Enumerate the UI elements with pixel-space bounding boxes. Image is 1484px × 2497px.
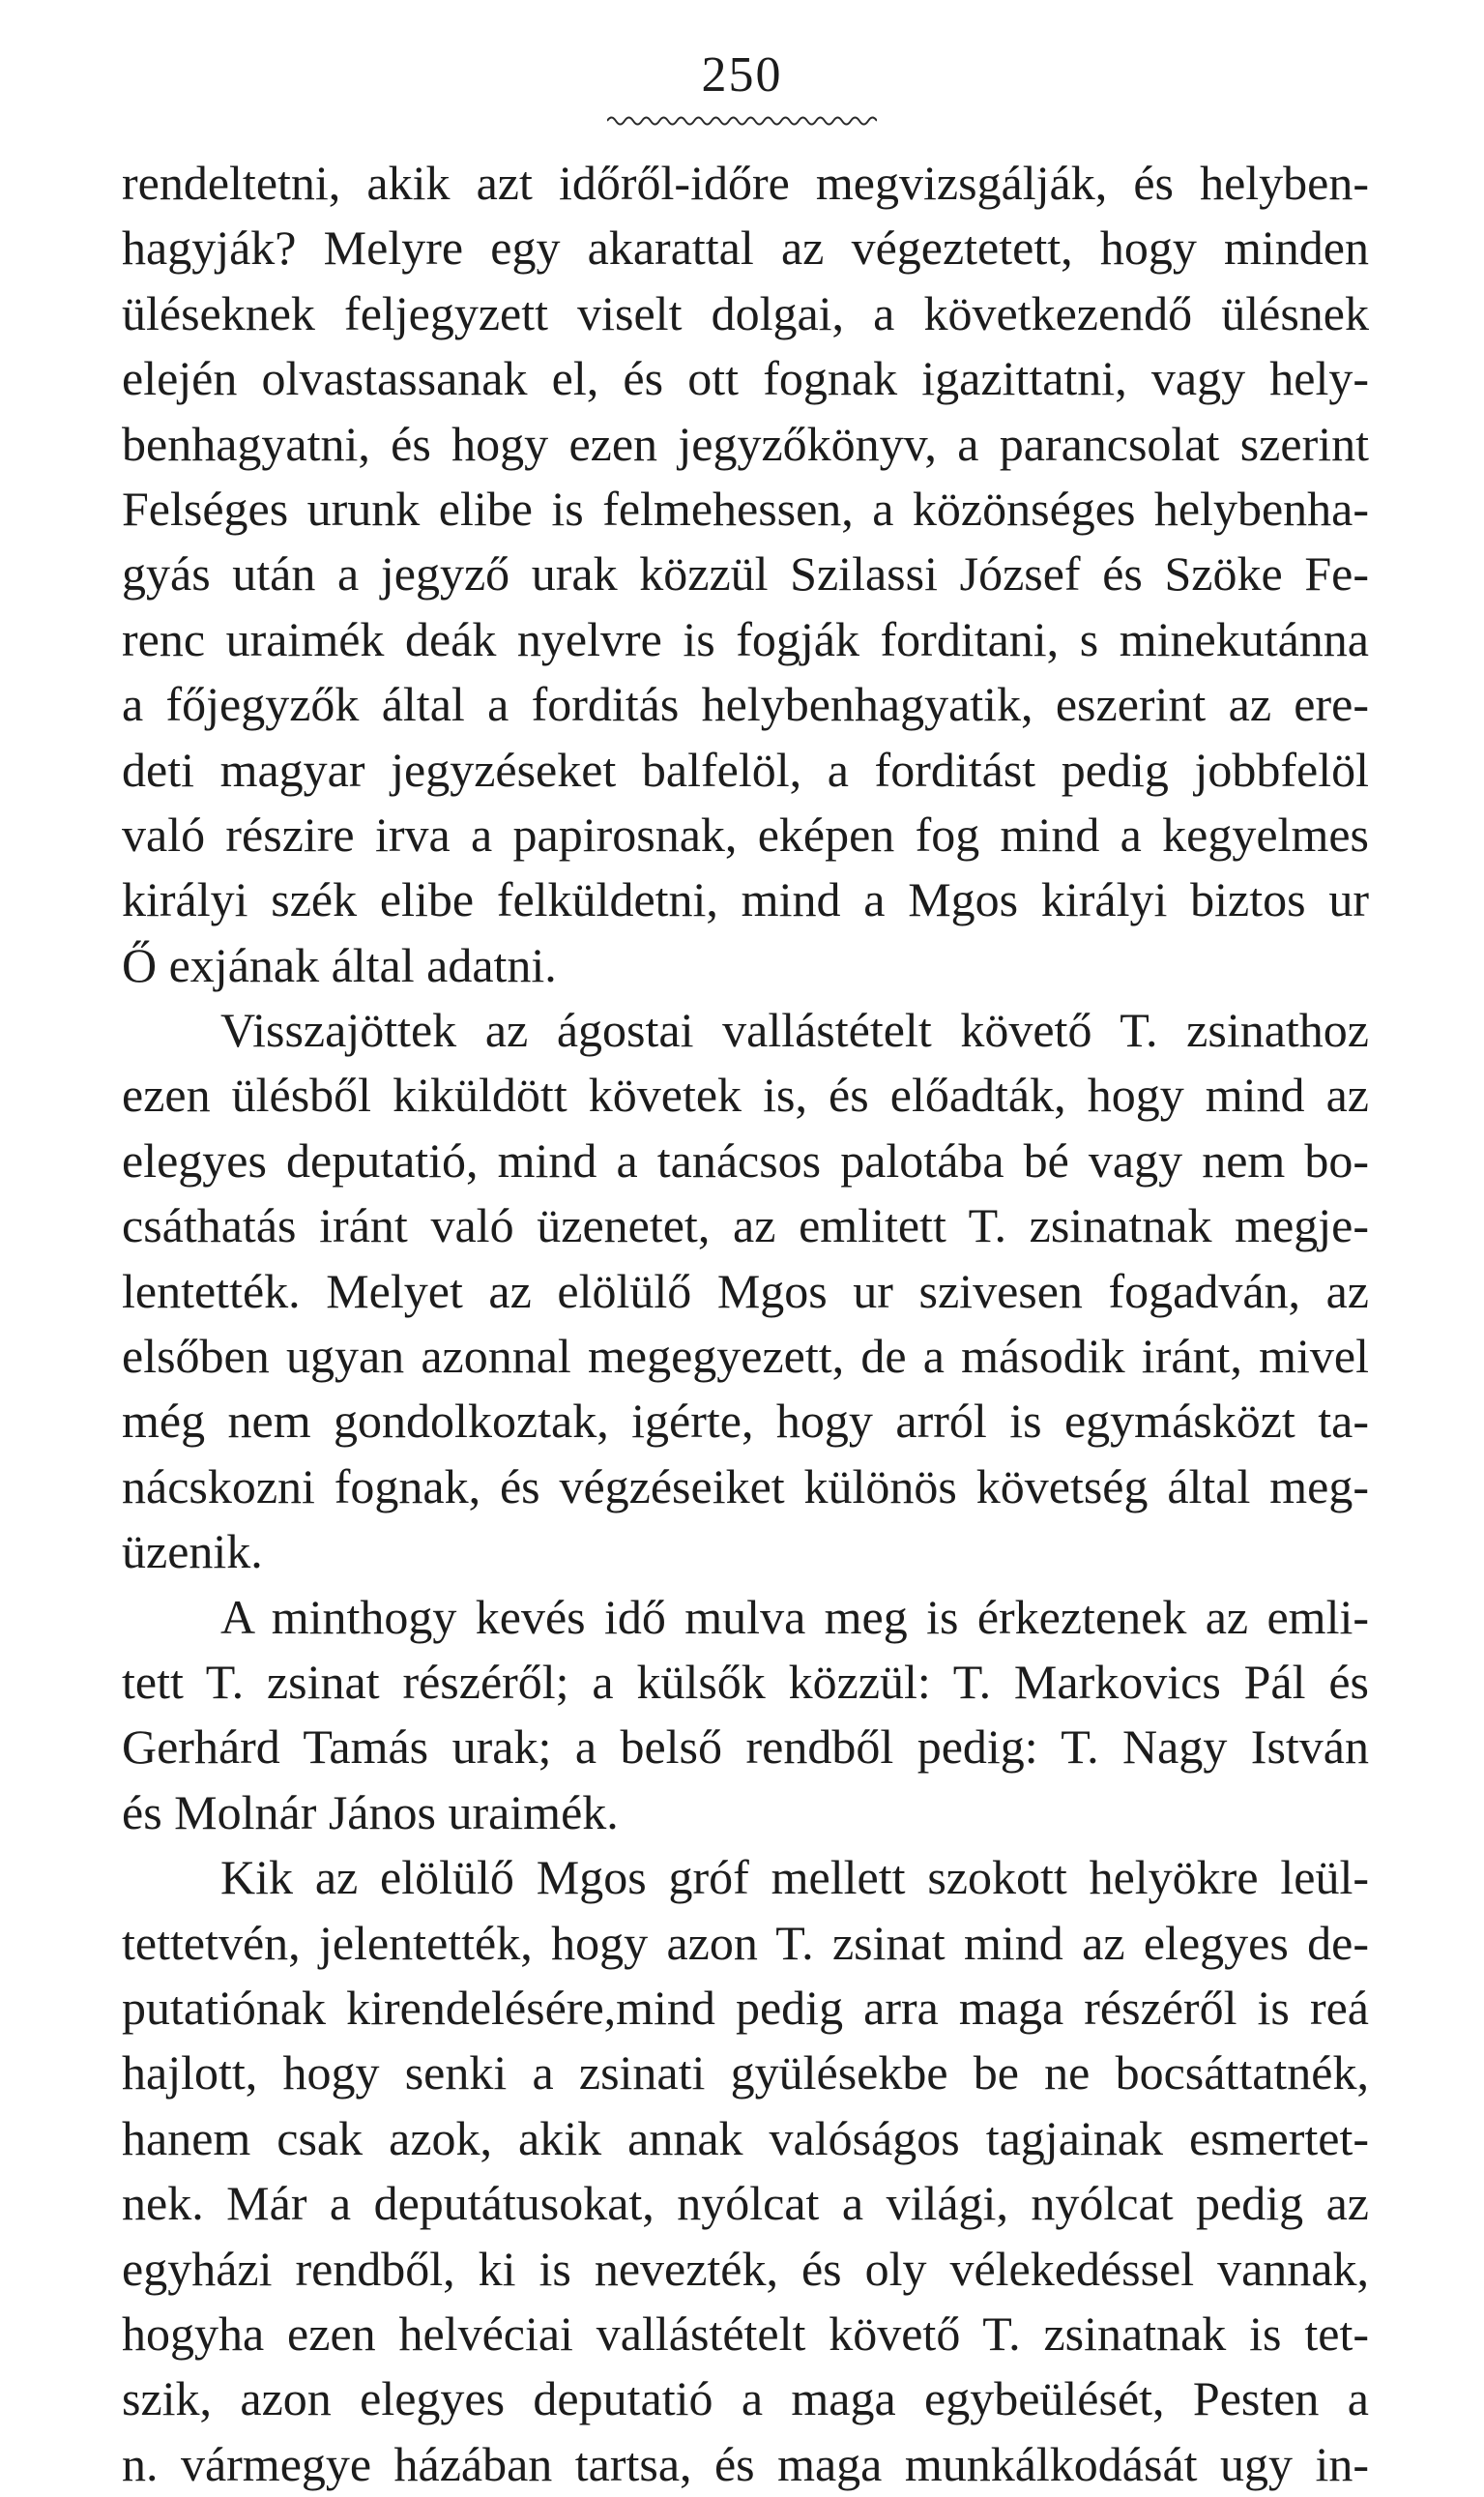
text-line: deti magyar jegyzéseket balfelöl, a forditást pedig jobbfelöl	[122, 742, 1369, 797]
text-line: Ő exjának által adatni.	[122, 937, 557, 992]
text-line: hanem csak azok, akik annak valóságos tagjainak esmertet-	[122, 2110, 1369, 2165]
body-text	[122, 151, 1369, 2497]
text-line: gyás után a jegyző urak közzül Szilassi József és Szöke Fe-	[122, 546, 1369, 602]
text-line: renc uraimék deák nyelvre is fogják forditani, s minekutánna	[122, 611, 1369, 666]
text-line: szik, azon elegyes deputatió a maga egybeülését, Pesten a	[122, 2371, 1369, 2426]
text-line: Gerhárd Tamás urak; a belső rendből pedig: T. Nagy István	[122, 1719, 1369, 1775]
text-line: putatiónak kirendelésére,mind pedig arra maga részéről is reá	[122, 1980, 1369, 2035]
paragraph-start-line: A minthogy kevés idő mulva meg is érkeztenek az emli-	[220, 1589, 1369, 1644]
text-line: hagyják? Melyre egy akarattal az végeztetett, hogy minden	[122, 220, 1369, 276]
text-line: tett T. zsinat részéről; a külsők közzül: T. Markovics Pál és	[122, 1654, 1369, 1709]
text-line: hajlott, hogy senki a zsinati gyülésekbe be ne bocsáttatnék,	[122, 2045, 1369, 2100]
text-line: elején olvastassanak el, és ott fognak igazittatni, vagy hely-	[122, 351, 1369, 406]
text-line: és Molnár János uraimék.	[122, 1784, 619, 1839]
paragraph-start-line: Kik az elölülő Mgos gróf mellett szokott helyökre leül-	[220, 1850, 1369, 1905]
text-line: még nem gondolkoztak, igérte, hogy arról is egymásközt ta-	[122, 1394, 1369, 1449]
text-line: elegyes deputatió, mind a tanácsos palotába bé vagy nem bo-	[122, 1132, 1369, 1188]
text-line: királyi szék elibe felküldetni, mind a Mgos királyi biztos ur	[122, 872, 1369, 927]
text-line: a főjegyzők által a forditás helybenhagyatik, eszerint az ere-	[122, 677, 1369, 732]
wavy-rule-ornament	[607, 114, 877, 128]
text-line: benhagyatni, és hogy ezen jegyzőkönyv, a parancsolat szerint	[122, 416, 1369, 471]
text-line: üzenik.	[122, 1524, 263, 1579]
text-line: lentették. Melyet az elölülő Mgos ur szivesen fogadván, az	[122, 1263, 1369, 1318]
text-line: rendeltetni, akik azt időről-időre megvizsgálják, és helyben-	[122, 156, 1369, 210]
text-line: csáthatás iránt való üzenetet, az emlitett T. zsinatnak megje-	[122, 1198, 1369, 1253]
text-line: nácskozni fognak, és végzéseiket különös követség által meg-	[122, 1458, 1369, 1513]
text-line: nek. Már a deputátusokat, nyólcat a világi, nyólcat pedig az	[122, 2176, 1369, 2231]
page-number: 250	[701, 47, 783, 103]
text-line: üléseknek feljegyzett viselt dolgai, a következendő ülésnek	[122, 285, 1369, 340]
text-line: Felséges urunk elibe is felmehessen, a közönséges helybenha-	[122, 481, 1369, 536]
text-line: hogyha ezen helvéciai vallástételt követő T. zsinatnak is tet-	[122, 2306, 1369, 2361]
text-line: elsőben ugyan azonnal megegyezett, de a második iránt, mivel	[122, 1329, 1369, 1384]
text-line: n. vármegye házában tartsa, és maga munkálkodását ugy in-	[122, 2436, 1369, 2491]
text-line: tettetvén, jelentették, hogy azon T. zsinat mind az elegyes de-	[122, 1915, 1369, 1970]
text-line: egyházi rendből, ki is nevezték, és oly vélekedéssel vannak,	[122, 2241, 1369, 2296]
text-line: való részire irva a papirosnak, eképen fog mind a kegyelmes	[122, 807, 1369, 862]
text-line: ezen ülésből kiküldött követek is, és előadták, hogy mind az	[122, 1068, 1369, 1123]
paragraph-start-line: Visszajöttek az ágostai vallástételt követő T. zsinathoz	[220, 1003, 1369, 1058]
